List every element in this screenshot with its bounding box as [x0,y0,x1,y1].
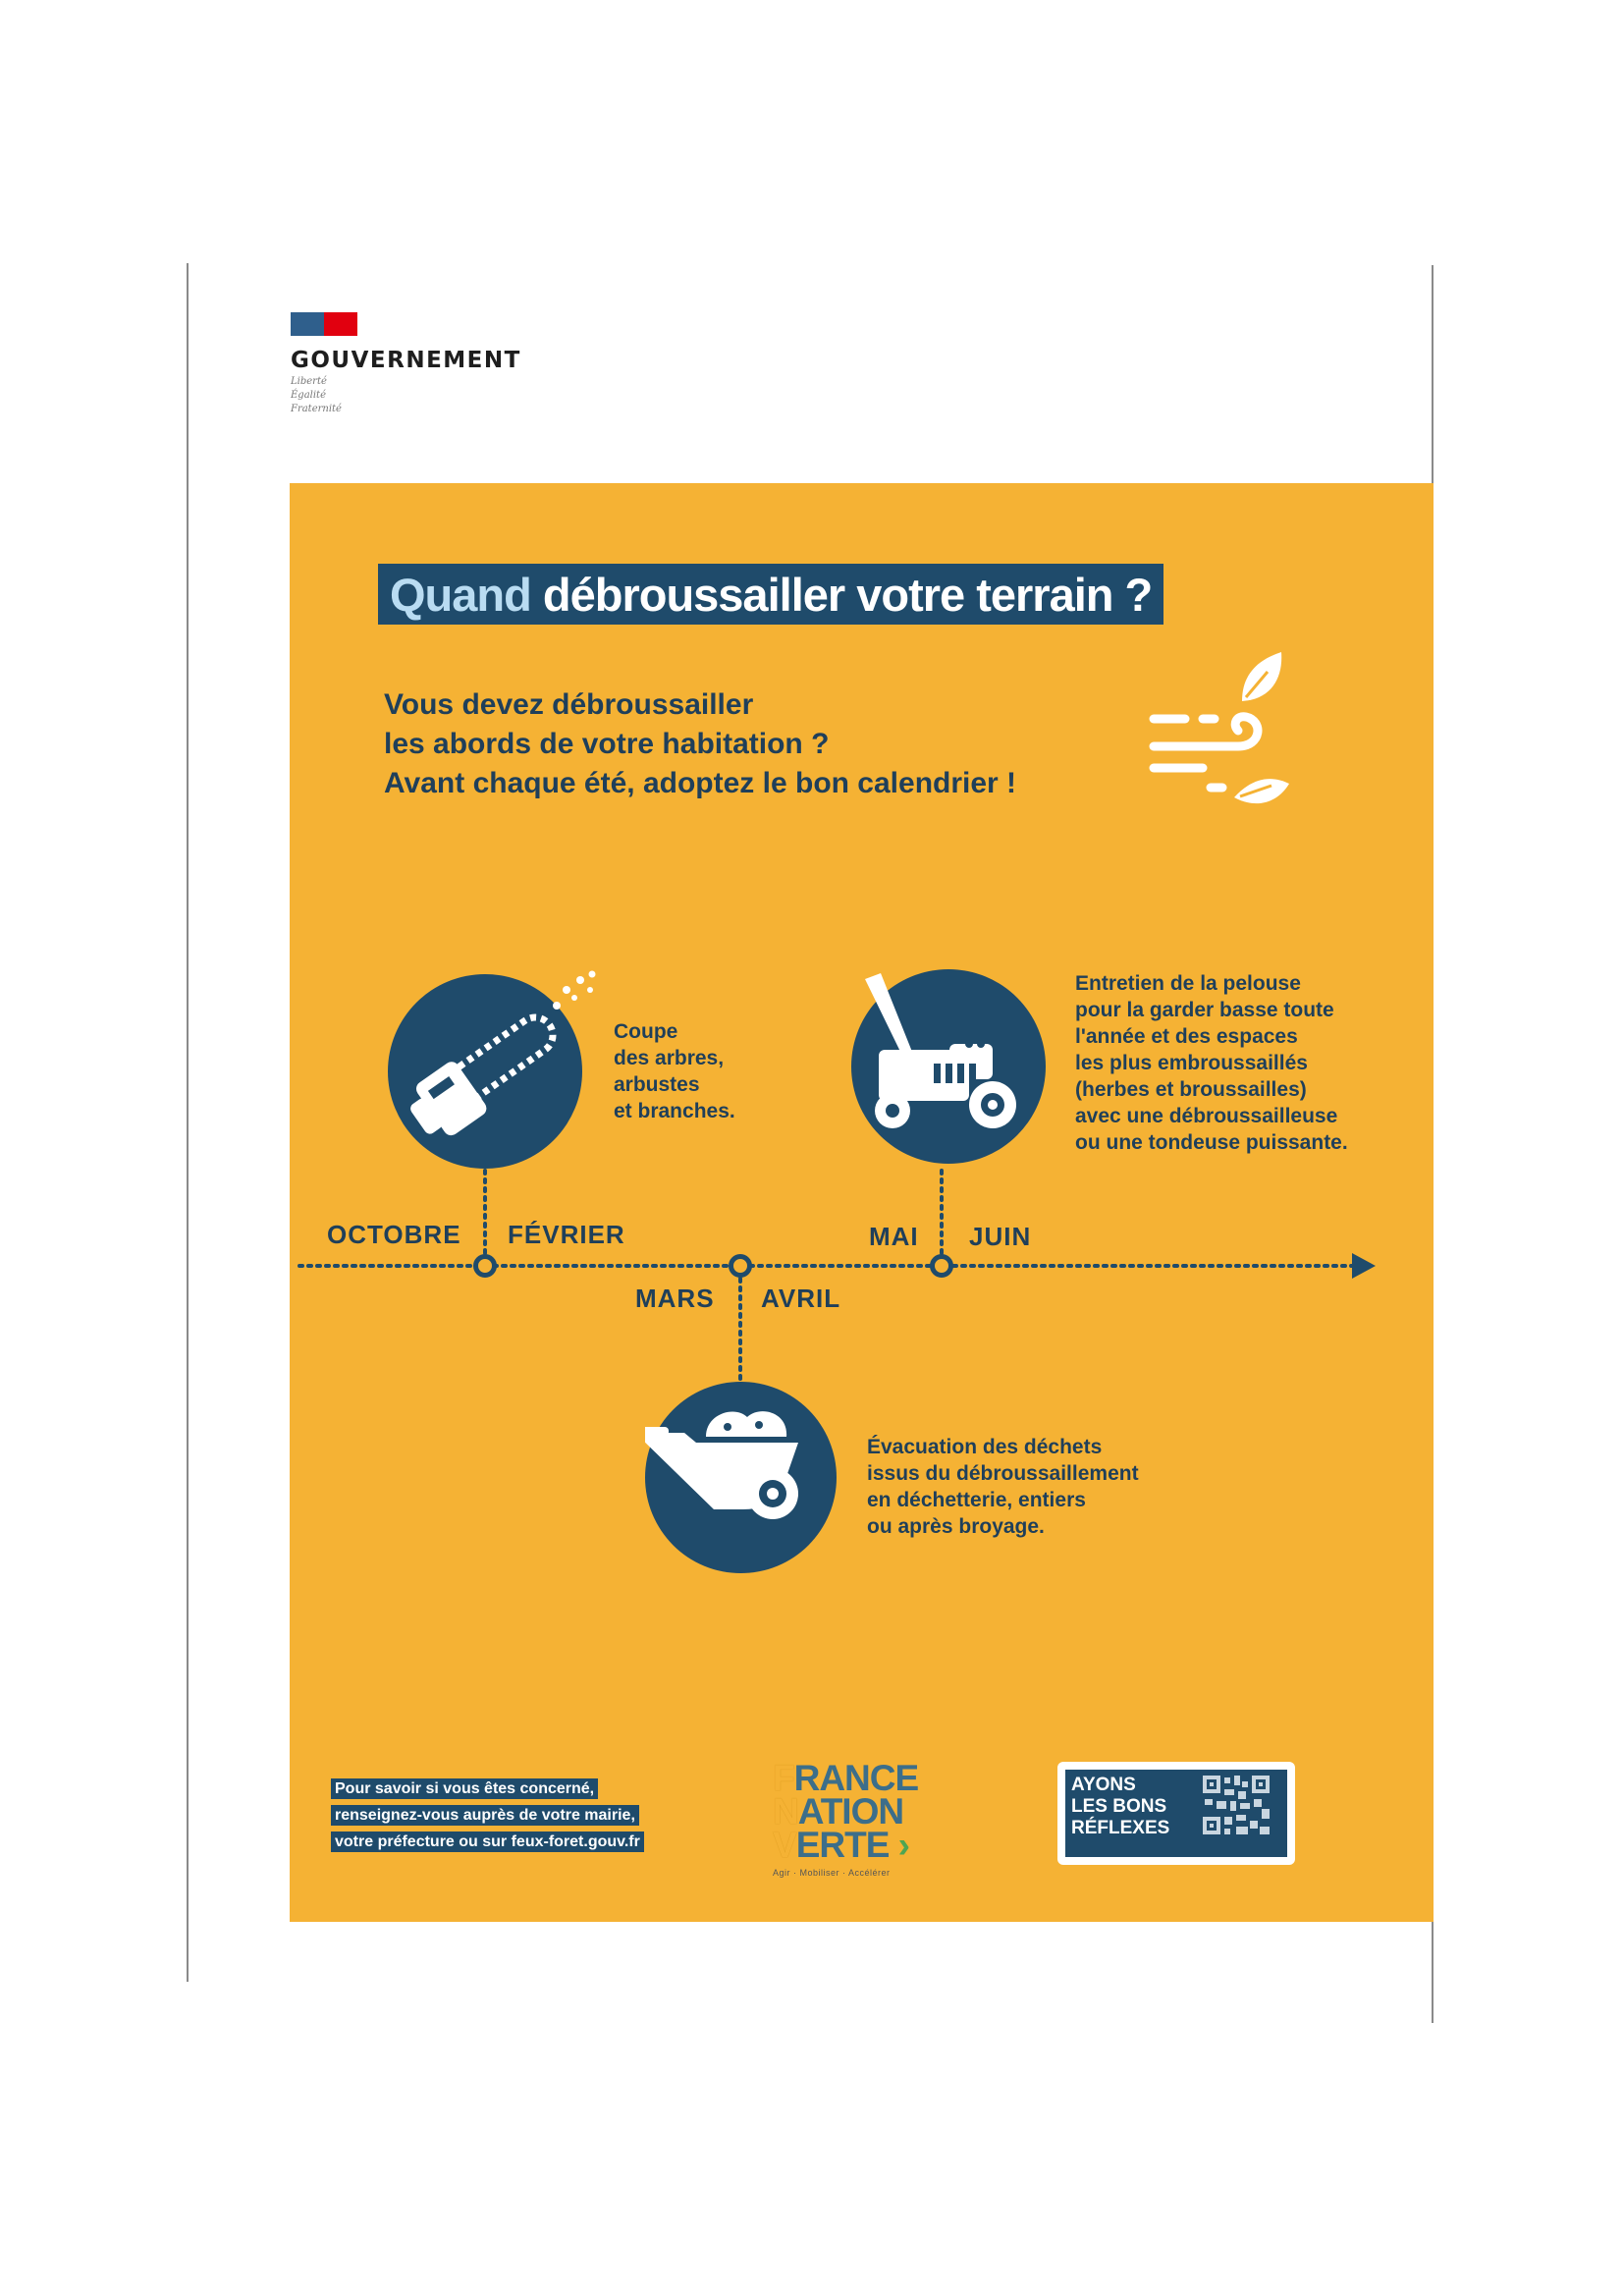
desc-line: Évacuation des déchets [867,1436,1103,1458]
reflex-line: AYONS [1071,1775,1136,1795]
sawdust-icon [547,968,606,1017]
intro-text [384,685,1071,803]
fnv-letter: N [773,1791,798,1831]
info-line: votre préfecture ou sur feux-foret.gouv.fr [331,1831,644,1852]
motto-line: Liberté [291,376,327,387]
month-octobre: OCTOBRE [327,1220,461,1249]
qr-code-icon[interactable] [1201,1774,1271,1836]
cut-description [614,1018,735,1124]
fnv-word: ATION [797,1791,904,1831]
fnv-letter: F [773,1758,794,1798]
desc-line: Coupe [614,1020,678,1043]
month-mars: MARS [635,1284,715,1313]
lawnmower-icon [851,969,1046,1164]
wheelbarrow-circle [645,1382,837,1573]
poster-title [378,564,1163,625]
motto [291,375,521,416]
intro-line: Vous devez débroussailler [384,688,754,721]
desc-line: ou après broyage. [867,1515,1045,1538]
info-line: renseignez-vous auprès de votre mairie, [331,1805,639,1826]
bons-reflexes-badge [1057,1762,1295,1865]
motto-line: Égalité [291,390,326,401]
government-title: GOUVERNEMENT [291,348,521,373]
fnv-letter: V [773,1825,796,1865]
timeline-node-october-february [473,1254,497,1278]
desc-line: Entretien de la pelouse [1075,972,1301,995]
title-rest: débroussailler votre terrain ? [542,568,1153,621]
lawnmower-circle [851,969,1046,1164]
intro-line: Avant chaque été, adoptez le bon calendrier ! [384,767,1017,799]
timeline-node-may-june [930,1254,953,1278]
mow-description [1075,970,1348,1156]
timeline [290,1161,1434,1495]
desc-line: issus du débroussaillement [867,1462,1139,1485]
info-line: Pour savoir si vous êtes concerné, [331,1778,598,1799]
info-text [331,1776,644,1855]
motto-line: Fraternité [291,404,342,414]
reflex-line: RÉFLEXES [1071,1818,1170,1838]
government-header [291,312,521,416]
desc-line: arbustes [614,1073,700,1096]
desc-line: les plus embroussaillés [1075,1052,1308,1074]
month-mai: MAI [869,1222,919,1251]
desc-line: ou une tondeuse puissante. [1075,1131,1348,1154]
marianne-logo [291,312,357,336]
left-margin-line [187,263,189,1982]
desc-line: et branches. [614,1100,735,1122]
desc-line: pour la garder basse toute [1075,999,1334,1021]
wind-leaves-icon [1144,650,1301,817]
fnv-word: RANCE [793,1758,919,1798]
month-juin: JUIN [969,1222,1032,1251]
chevron-right-icon: › [897,1825,909,1865]
bons-reflexes-text [1071,1775,1169,1839]
desc-line: l'année et des espaces [1075,1025,1298,1048]
chainsaw-circle [388,974,582,1169]
title-highlight: Quand [390,568,531,621]
desc-line: avec une débroussailleuse [1075,1105,1338,1127]
france-nation-verte-logo [773,1758,940,1878]
desc-line: en déchetterie, entiers [867,1489,1086,1511]
fnv-tagline: Agir · Mobiliser · Accélérer [773,1868,891,1878]
desc-line: (herbes et broussailles) [1075,1078,1307,1101]
month-fevrier: FÉVRIER [508,1220,625,1249]
waste-description [867,1434,1139,1540]
reflex-line: LES BONS [1071,1796,1167,1817]
poster [290,483,1434,1922]
month-avril: AVRIL [761,1284,841,1313]
desc-line: des arbres, [614,1047,725,1069]
fnv-word: ERTE [795,1825,890,1865]
wheelbarrow-icon [645,1382,837,1573]
timeline-node-march-april [729,1254,752,1278]
intro-line: les abords de votre habitation ? [384,728,830,760]
